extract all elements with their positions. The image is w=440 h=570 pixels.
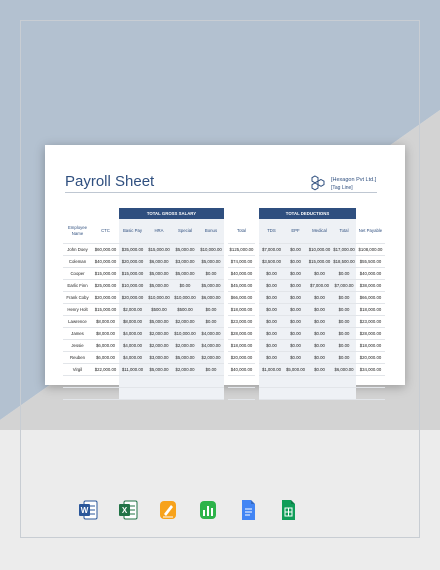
word-icon[interactable] bbox=[78, 499, 98, 521]
table-cell: $10,000.00 bbox=[172, 292, 198, 304]
table-cell: $20,000.00 bbox=[356, 352, 385, 364]
column-header: CTC bbox=[92, 219, 119, 244]
column-header: Bonus bbox=[198, 219, 224, 244]
table-cell: $0.00 bbox=[259, 352, 284, 364]
table-cell: $6,000.00 bbox=[92, 352, 119, 364]
employee-name-cell: Earlic Finn bbox=[63, 280, 92, 292]
table-cell: $500.00 bbox=[172, 304, 198, 316]
table-cell bbox=[92, 388, 119, 400]
table-cell bbox=[198, 376, 224, 388]
table-cell: $23,000.00 bbox=[228, 316, 255, 328]
svg-text:X: X bbox=[121, 506, 128, 516]
column-header-row bbox=[63, 219, 385, 244]
table-cell: $4,000.00 bbox=[119, 352, 146, 364]
table-cell: $0.00 bbox=[307, 304, 332, 316]
table-cell: $40,000.00 bbox=[228, 268, 255, 280]
employee-name-cell: Henry Holt bbox=[63, 304, 92, 316]
table-row bbox=[63, 304, 385, 316]
table-cell: $0.00 bbox=[284, 280, 307, 292]
table-cell bbox=[228, 388, 255, 400]
table-cell: $5,000.00 bbox=[198, 280, 224, 292]
table-row bbox=[63, 268, 385, 280]
table-cell bbox=[259, 376, 284, 388]
table-cell: $40,000.00 bbox=[356, 268, 385, 280]
table-cell: $45,000.00 bbox=[228, 280, 255, 292]
table-cell: $20,000.00 bbox=[119, 256, 146, 268]
table-cell: $0.00 bbox=[332, 352, 356, 364]
table-cell: $0.00 bbox=[172, 280, 198, 292]
table-cell: $0.00 bbox=[284, 292, 307, 304]
table-cell: $2,000.00 bbox=[146, 328, 172, 340]
table-cell: $0.00 bbox=[332, 292, 356, 304]
table-cell: $10,000.00 bbox=[119, 280, 146, 292]
table-cell: $7,000.00 bbox=[332, 280, 356, 292]
table-cell: $0.00 bbox=[332, 268, 356, 280]
table-cell: $40,000.00 bbox=[92, 256, 119, 268]
table-cell: $7,000.00 bbox=[259, 244, 284, 256]
table-cell: $0.00 bbox=[284, 340, 307, 352]
table-cell: $74,000.00 bbox=[228, 256, 255, 268]
table-cell: $0.00 bbox=[332, 340, 356, 352]
table-cell: $10,000.00 bbox=[307, 244, 332, 256]
table-cell: $7,000.00 bbox=[307, 280, 332, 292]
table-cell: $0.00 bbox=[198, 304, 224, 316]
gross-salary-group-header: TOTAL GROSS SALARY bbox=[119, 208, 224, 219]
table-cell: $2,000.00 bbox=[146, 340, 172, 352]
table-row bbox=[63, 244, 385, 256]
table-cell: $3,500.00 bbox=[259, 256, 284, 268]
table-cell bbox=[332, 376, 356, 388]
company-name: [Hexagon Pvt Ltd.] bbox=[331, 177, 377, 183]
employee-name-cell: John Doey bbox=[63, 244, 92, 256]
employee-name-cell: Frank Coby bbox=[63, 292, 92, 304]
table-cell: $0.00 bbox=[307, 268, 332, 280]
column-header: Total bbox=[228, 219, 255, 244]
table-cell: $0.00 bbox=[198, 316, 224, 328]
table-cell bbox=[284, 376, 307, 388]
table-cell: $0.00 bbox=[259, 340, 284, 352]
table-cell bbox=[307, 388, 332, 400]
table-cell: $6,000.00 bbox=[92, 340, 119, 352]
hexagon-logo-icon bbox=[310, 174, 328, 192]
payroll-table bbox=[63, 208, 385, 400]
employee-name-cell: Reuben bbox=[63, 352, 92, 364]
table-cell: $0.00 bbox=[307, 316, 332, 328]
numbers-icon[interactable] bbox=[198, 499, 218, 521]
table-cell: $0.00 bbox=[259, 304, 284, 316]
employee-name-cell: Cooper bbox=[63, 268, 92, 280]
company-tagline: [Tag Line] bbox=[331, 185, 353, 191]
table-cell: $500.00 bbox=[146, 304, 172, 316]
table-cell bbox=[119, 388, 146, 400]
table-row bbox=[63, 316, 385, 328]
table-cell: $0.00 bbox=[259, 268, 284, 280]
table-cell: $15,000.00 bbox=[92, 268, 119, 280]
pages-icon[interactable] bbox=[158, 499, 178, 521]
table-cell: $3,000.00 bbox=[146, 352, 172, 364]
table-cell: $8,000.00 bbox=[119, 316, 146, 328]
table-cell: $66,000.00 bbox=[228, 292, 255, 304]
table-cell: $0.00 bbox=[259, 292, 284, 304]
table-cell: $0.00 bbox=[307, 352, 332, 364]
table-cell: $22,000.00 bbox=[92, 364, 119, 376]
table-cell: $0.00 bbox=[259, 328, 284, 340]
table-cell: $0.00 bbox=[284, 304, 307, 316]
table-cell: $2,000.00 bbox=[172, 340, 198, 352]
table-cell: $2,000.00 bbox=[119, 304, 146, 316]
table-cell: $0.00 bbox=[284, 268, 307, 280]
table-cell bbox=[63, 376, 92, 388]
table-cell: $5,000.00 bbox=[198, 256, 224, 268]
empty-row bbox=[63, 388, 385, 400]
column-header: Special bbox=[172, 219, 198, 244]
table-cell: $2,000.00 bbox=[198, 352, 224, 364]
table-cell: $15,000.00 bbox=[92, 304, 119, 316]
column-header: Medical bbox=[307, 219, 332, 244]
table-cell: $8,000.00 bbox=[92, 316, 119, 328]
table-cell: $5,000.00 bbox=[172, 244, 198, 256]
table-cell: $0.00 bbox=[332, 328, 356, 340]
table-cell: $0.00 bbox=[284, 256, 307, 268]
table-cell: $4,000.00 bbox=[119, 328, 146, 340]
table-cell: $0.00 bbox=[284, 316, 307, 328]
table-cell: $10,000.00 bbox=[172, 328, 198, 340]
table-row bbox=[63, 340, 385, 352]
deductions-group-header: TOTAL DEDUCTIONS bbox=[259, 208, 356, 219]
table-row bbox=[63, 280, 385, 292]
table-cell: $20,000.00 bbox=[228, 352, 255, 364]
table-cell bbox=[172, 376, 198, 388]
table-cell: $8,000.00 bbox=[92, 328, 119, 340]
table-cell bbox=[172, 388, 198, 400]
table-cell bbox=[92, 376, 119, 388]
table-cell: $17,000.00 bbox=[332, 244, 356, 256]
table-row bbox=[63, 364, 385, 376]
table-cell: $23,000.00 bbox=[356, 316, 385, 328]
table-cell: $3,000.00 bbox=[172, 256, 198, 268]
table-cell bbox=[63, 388, 92, 400]
table-row bbox=[63, 328, 385, 340]
table-cell: $0.00 bbox=[284, 328, 307, 340]
table-cell: $18,000.00 bbox=[356, 304, 385, 316]
payroll-sheet bbox=[45, 145, 405, 385]
svg-text:W: W bbox=[80, 506, 89, 516]
employee-name-cell: Virgil bbox=[63, 364, 92, 376]
table-cell: $25,000.00 bbox=[92, 280, 119, 292]
column-header: Total bbox=[332, 219, 356, 244]
employee-name-cell: James bbox=[63, 328, 92, 340]
table-cell: $6,000.00 bbox=[198, 292, 224, 304]
table-cell: $0.00 bbox=[332, 316, 356, 328]
page-title: Payroll Sheet bbox=[65, 173, 155, 190]
table-cell: $40,000.00 bbox=[228, 364, 255, 376]
table-cell: $20,000.00 bbox=[92, 292, 119, 304]
table-cell: $18,000.00 bbox=[228, 340, 255, 352]
table-cell: $5,000.00 bbox=[146, 316, 172, 328]
table-cell: $5,000.00 bbox=[146, 280, 172, 292]
table-row bbox=[63, 292, 385, 304]
table-cell: $18,000.00 bbox=[356, 340, 385, 352]
table-cell bbox=[228, 376, 255, 388]
table-cell: $5,000.00 bbox=[284, 364, 307, 376]
table-cell: $0.00 bbox=[332, 304, 356, 316]
table-cell: $10,000.00 bbox=[198, 244, 224, 256]
table-cell: $0.00 bbox=[198, 268, 224, 280]
table-cell: $1,000.00 bbox=[259, 364, 284, 376]
table-cell: $15,000.00 bbox=[307, 256, 332, 268]
table-cell: $0.00 bbox=[307, 364, 332, 376]
table-cell bbox=[284, 388, 307, 400]
table-cell: $18,500.00 bbox=[332, 256, 356, 268]
table-cell: $60,000.00 bbox=[92, 244, 119, 256]
table-cell: $20,000.00 bbox=[119, 292, 146, 304]
table-cell: $38,000.00 bbox=[356, 280, 385, 292]
table-cell: $0.00 bbox=[284, 244, 307, 256]
table-cell: $4,000.00 bbox=[198, 328, 224, 340]
employee-name-cell: Lawrence bbox=[63, 316, 92, 328]
table-cell: $6,000.00 bbox=[332, 364, 356, 376]
google-sheets-icon[interactable] bbox=[278, 499, 298, 521]
table-cell bbox=[259, 388, 284, 400]
employee-name-cell: Jessie bbox=[63, 340, 92, 352]
column-header: Net Payable bbox=[356, 219, 385, 244]
table-cell: $5,000.00 bbox=[172, 352, 198, 364]
table-cell: $4,000.00 bbox=[119, 340, 146, 352]
table-cell: $0.00 bbox=[284, 352, 307, 364]
table-cell: $0.00 bbox=[259, 316, 284, 328]
table-cell bbox=[307, 376, 332, 388]
column-header: EPF bbox=[284, 219, 307, 244]
table-cell bbox=[146, 376, 172, 388]
table-cell: $5,000.00 bbox=[146, 364, 172, 376]
table-cell: $4,000.00 bbox=[198, 340, 224, 352]
column-header: TDS bbox=[259, 219, 284, 244]
column-header: Basic Pay bbox=[119, 219, 146, 244]
table-cell: $66,000.00 bbox=[356, 292, 385, 304]
table-cell: $18,000.00 bbox=[228, 304, 255, 316]
table-cell: $125,000.00 bbox=[228, 244, 255, 256]
table-cell: $35,000.00 bbox=[119, 244, 146, 256]
table-cell bbox=[332, 388, 356, 400]
table-cell: $0.00 bbox=[307, 340, 332, 352]
table-cell: $5,000.00 bbox=[172, 268, 198, 280]
title-divider bbox=[65, 192, 377, 193]
employee-name-cell: Coleman bbox=[63, 256, 92, 268]
column-header: Employee Name bbox=[63, 219, 92, 244]
table-cell: $5,000.00 bbox=[146, 268, 172, 280]
table-cell: $34,000.00 bbox=[356, 364, 385, 376]
table-cell: $10,000.00 bbox=[146, 292, 172, 304]
table-cell: $6,000.00 bbox=[146, 256, 172, 268]
table-cell bbox=[119, 376, 146, 388]
table-cell: $2,000.00 bbox=[172, 316, 198, 328]
table-cell: $15,000.00 bbox=[119, 268, 146, 280]
table-cell: $2,000.00 bbox=[172, 364, 198, 376]
table-cell: $28,000.00 bbox=[228, 328, 255, 340]
table-cell: $11,000.00 bbox=[119, 364, 146, 376]
column-header: HRA bbox=[146, 219, 172, 244]
table-cell bbox=[146, 388, 172, 400]
table-cell: $0.00 bbox=[307, 328, 332, 340]
table-cell: $0.00 bbox=[307, 292, 332, 304]
google-docs-icon[interactable] bbox=[238, 499, 258, 521]
table-cell: $15,000.00 bbox=[146, 244, 172, 256]
table-cell: $0.00 bbox=[259, 280, 284, 292]
table-cell bbox=[198, 388, 224, 400]
table-cell: $0.00 bbox=[198, 364, 224, 376]
table-cell bbox=[356, 376, 385, 388]
group-header-row bbox=[63, 208, 385, 219]
table-row bbox=[63, 256, 385, 268]
table-cell: $55,500.00 bbox=[356, 256, 385, 268]
table-row bbox=[63, 352, 385, 364]
table-cell: $108,000.00 bbox=[356, 244, 385, 256]
table-cell: $28,000.00 bbox=[356, 328, 385, 340]
excel-icon[interactable] bbox=[118, 499, 138, 521]
empty-row bbox=[63, 376, 385, 388]
table-cell bbox=[356, 388, 385, 400]
